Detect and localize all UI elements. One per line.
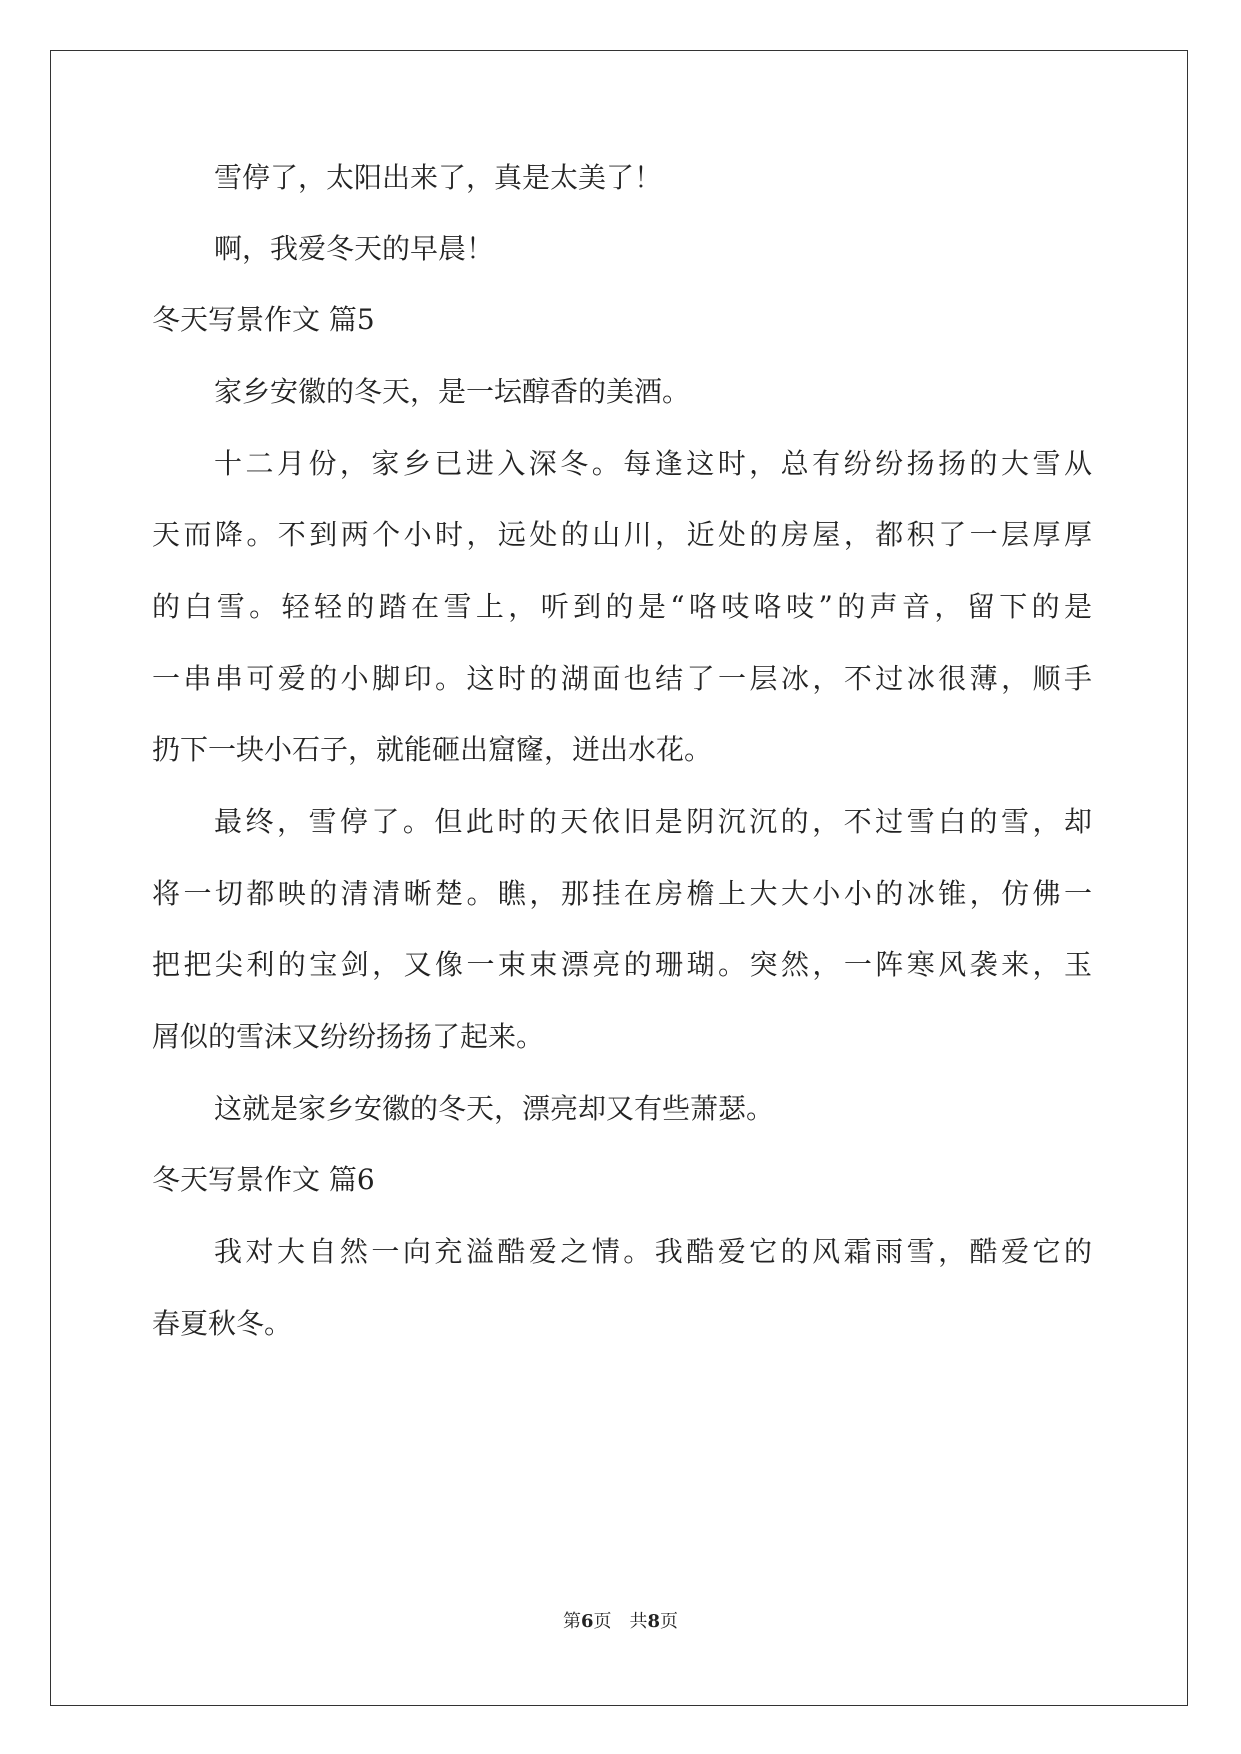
paragraph-line: 将一切都映的清清晰楚。瞧，那挂在房檐上大大小小的冰锥，仿佛一 — [152, 877, 1092, 910]
paragraph-line: 扔下一块小石子，就能砸出窟窿，迸出水花。 — [152, 733, 713, 766]
footer-suffix: 页 — [660, 1611, 679, 1632]
paragraph-line: 我对大自然一向充溢酷爱之情。我酷爱它的风霜雨雪，酷爱它的 — [214, 1235, 1092, 1268]
paragraph-line: 家乡安徽的冬天，是一坛醇香的美酒。 — [214, 375, 691, 408]
page-footer — [0, 1607, 1241, 1633]
paragraph-line: 的白雪。轻轻的踏在雪上，听到的是“咯吱咯吱”的声音，留下的是 — [152, 590, 1092, 623]
paragraph-line: 一串串可爱的小脚印。这时的湖面也结了一层冰，不过冰很薄，顺手 — [152, 662, 1092, 695]
paragraph-line: 啊，我爱冬天的早晨！ — [214, 232, 495, 265]
paragraph-line: 把把尖利的宝剑，又像一束束漂亮的珊瑚。突然，一阵寒风袭来，玉 — [152, 948, 1092, 981]
paragraph-line: 最终，雪停了。但此时的天依旧是阴沉沉的，不过雪白的雪，却 — [214, 805, 1092, 838]
paragraph-line: 雪停了，太阳出来了，真是太美了！ — [214, 161, 663, 194]
current-page-number: 6 — [580, 1611, 594, 1632]
footer-mid: 页 共 — [593, 1611, 648, 1632]
paragraph-line: 春夏秋冬。 — [152, 1307, 293, 1340]
footer-prefix: 第 — [562, 1611, 581, 1632]
paragraph-line: 这就是家乡安徽的冬天，漂亮却又有些萧瑟。 — [214, 1092, 775, 1125]
paragraph-line: 屑似的雪沫又纷纷扬扬了起来。 — [152, 1020, 545, 1053]
section-heading: 冬天写景作文 篇5 — [152, 303, 375, 336]
section-heading: 冬天写景作文 篇6 — [152, 1163, 375, 1196]
paragraph-line: 天而降。不到两个小时，远处的山川，近处的房屋，都积了一层厚厚 — [152, 518, 1092, 551]
paragraph-line: 十二月份，家乡已进入深冬。每逢这时，总有纷纷扬扬的大雪从 — [214, 447, 1092, 480]
total-page-number: 8 — [647, 1611, 661, 1632]
